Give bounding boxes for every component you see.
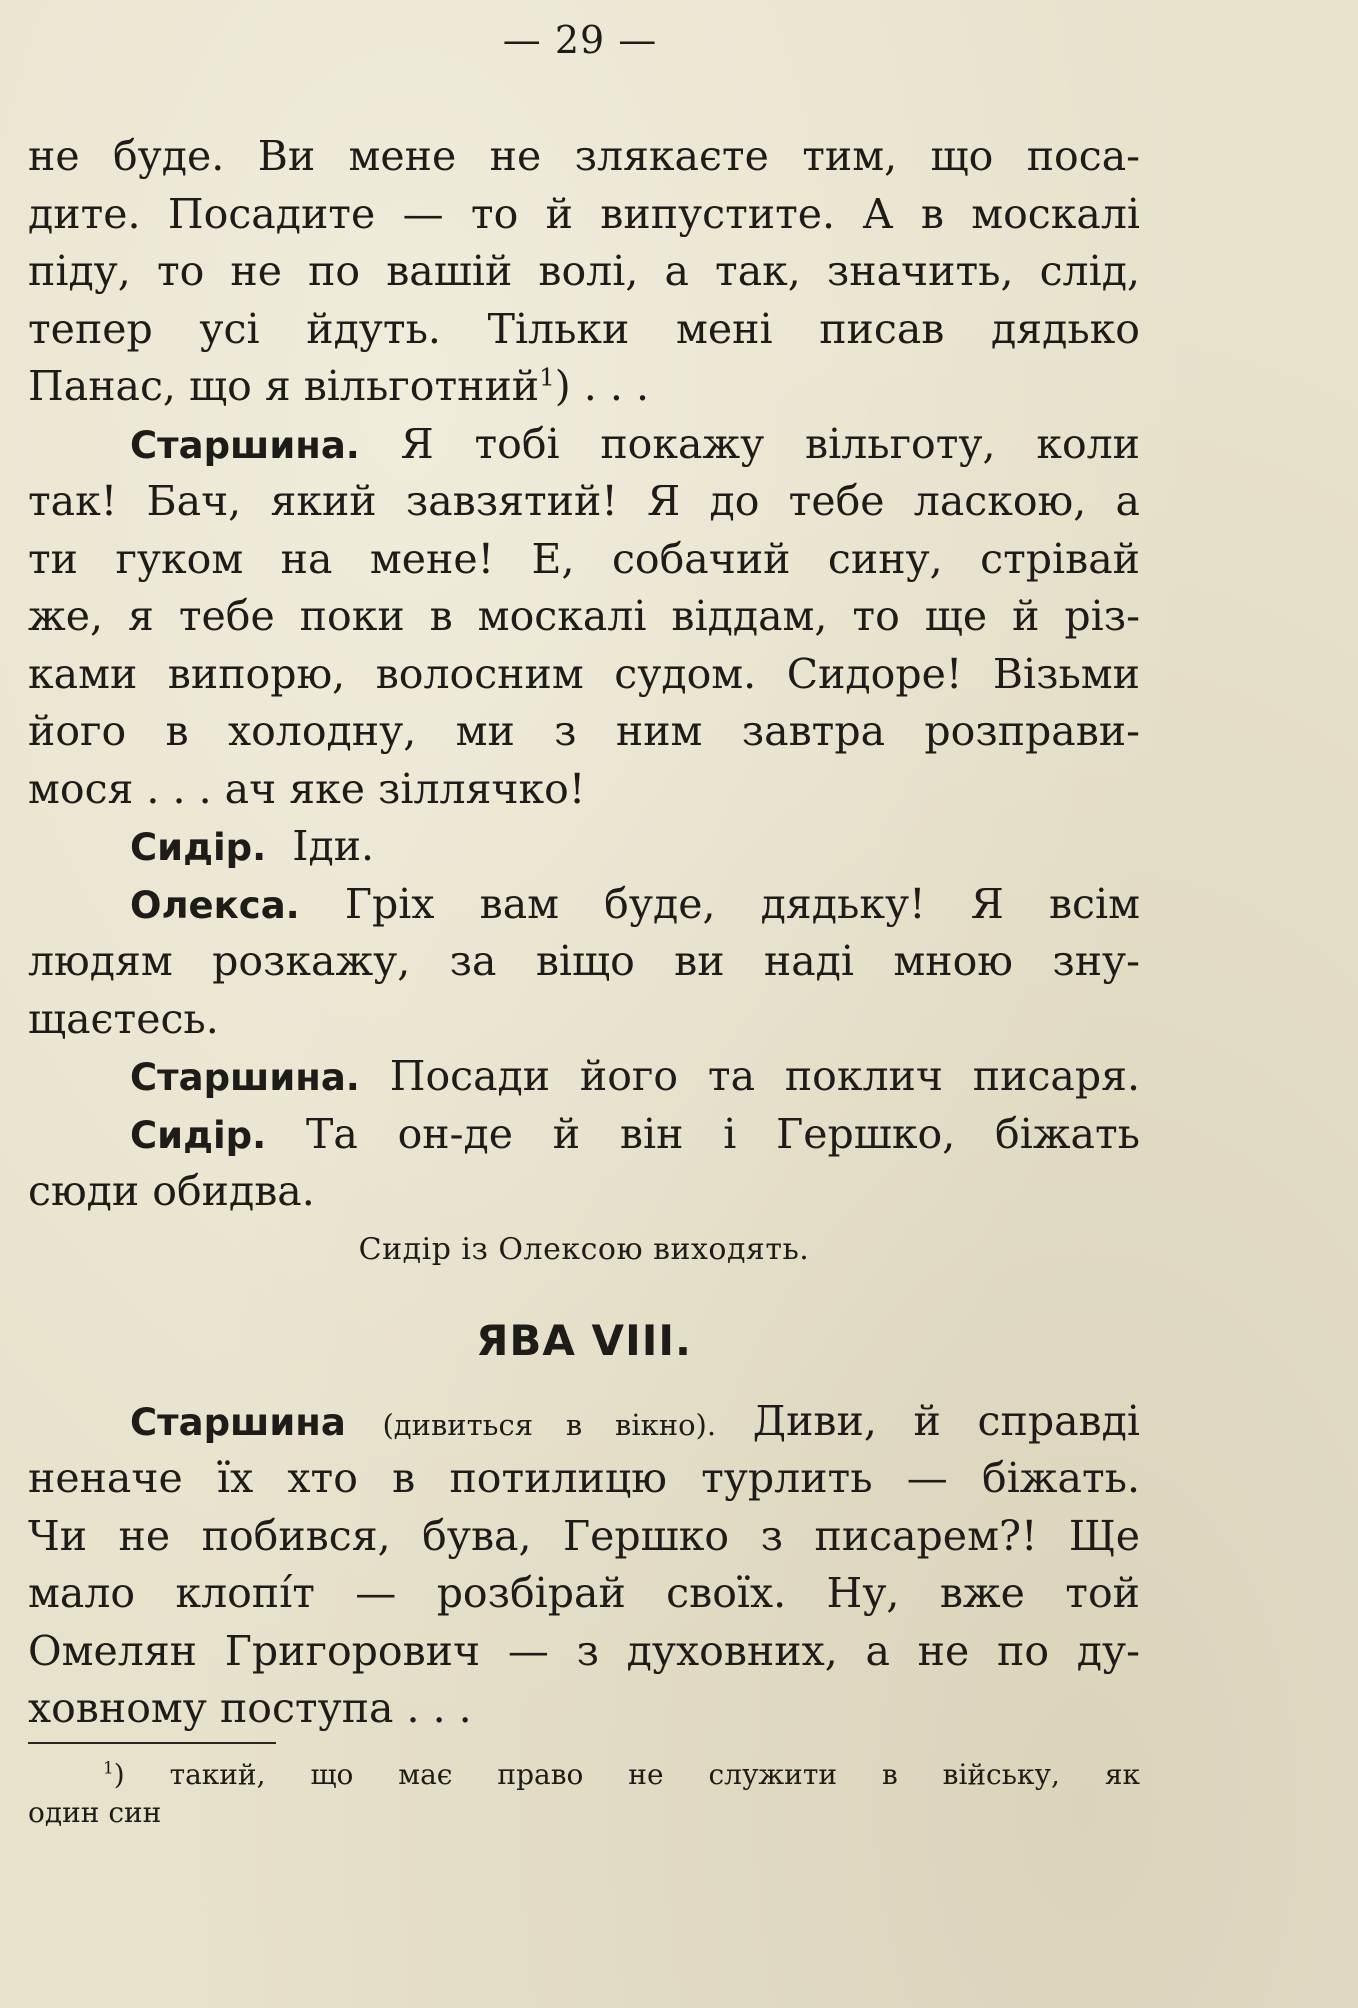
text-line: тепер усі йдуть. Тільки мені писав дядько [28,304,1140,353]
text-line: Чи не побився, бува, Гершко з писарем?! Ще [28,1511,1140,1560]
stage-direction: Сидір із Олексою виходять. [358,1231,810,1267]
text-line: сюди обидва. [28,1167,315,1215]
speech-text: Іди. [292,822,375,870]
speech-text: Посади його та поклич писаря. [389,1052,1140,1100]
text-line: ховному поступа . . . [28,1684,472,1732]
text-line: Омелян Григорович — з духовних, а не по ду- [28,1626,1140,1675]
footnote-mark: 1 [539,362,555,392]
footnote-mark: 1 [103,1757,114,1778]
speech-line [28,876,1140,934]
speech-text: Я тобі покажу вільготу, коли [400,419,1140,468]
text-line: дите. Посадите — то й випустите. А в москалі [28,189,1140,238]
text-line: неначе їх хто в потилицю турлить — біжать. [28,1454,1140,1502]
footnote-text: ) такий, що має право не служити в війську, як [113,1758,1140,1791]
text-line: мося . . . ач яке зіллячко! [28,764,586,813]
text-line: же, я тебе поки в москалі віддам, то ще й різ- [28,592,1140,640]
footnote-divider [28,1742,276,1744]
speech-line [28,818,1140,876]
line-text: ) . . . [554,362,649,410]
speech-line [28,1048,1140,1106]
footnote-line: один син [28,1796,162,1829]
text-line: людям розкажу, за віщо ви наді мною зну- [28,937,1140,985]
speaker-name: Сидір. [130,1113,267,1157]
speaker-name: Старшина. [130,1056,360,1099]
footnote-line [28,1756,1140,1794]
text-line: його в холодну, ми з ним завтра розправи- [28,707,1140,755]
line-text: Панас, що я вільготний [28,362,540,410]
text-line: щаєтесь. [28,994,219,1043]
speaker-name: Старшина [130,1400,346,1444]
speech-line [28,1106,1140,1164]
main-text [28,128,1140,1738]
text-line: ками випорю, волосним судом. Сидоре! Візьми [28,649,1140,698]
page-number: — 29 — [502,18,658,62]
speech-text: Гріх вам буде, дядьку! Я всім [344,879,1140,928]
text-line [28,358,1140,416]
speech-line [28,416,1140,474]
text-line: не буде. Ви мене не злякаєте тим, що поса- [28,132,1140,180]
speaker-name: Сидір. [130,826,267,869]
text-line: так! Бач, який завзятий! Я до тебе ласкою, а [28,477,1140,525]
inline-stage-note: (дивиться в вікно). [382,1407,717,1442]
speech-text: Та он-де й він і Гершко, біжать [306,1109,1140,1158]
footnote [28,1756,1140,1832]
text-line: мало клопі́т — розбірай своїх. Ну, вже той [28,1569,1140,1617]
speech-text: Диви, й справді [752,1396,1140,1445]
text-line: піду, то не по вашій волі, а так, значить, слід, [28,247,1140,295]
speech-line [28,1393,1140,1451]
speaker-name: Олекса. [130,883,300,927]
text-line: ти гуком на мене! Е, собачий сину, стрівай [28,534,1140,583]
scene-title: ЯВА VIII. [476,1315,692,1365]
speaker-name: Старшина. [130,423,360,467]
